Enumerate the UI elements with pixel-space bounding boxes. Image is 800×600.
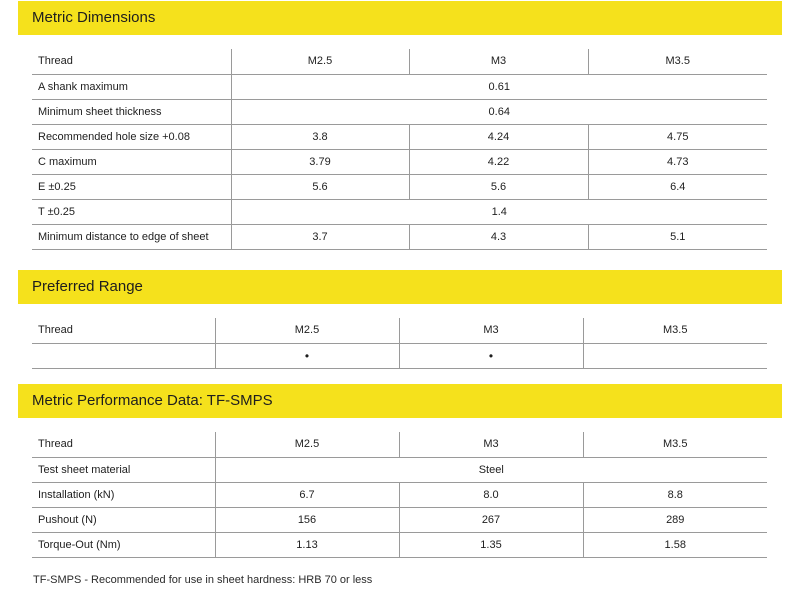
preferred-range-table [32, 318, 767, 369]
merged-value-cell: 0.64 [231, 99, 767, 124]
section-title: Preferred Range [32, 278, 143, 295]
row-label: Installation (kN) [32, 482, 215, 507]
row-label: Minimum sheet thickness [32, 99, 231, 124]
header-cell: M2.5 [215, 432, 399, 457]
value-cell: 4.73 [588, 149, 767, 174]
table-row [32, 124, 767, 149]
value-cell: 5.6 [409, 174, 588, 199]
row-label: Recommended hole size +0.08 [32, 124, 231, 149]
performance-data-table [32, 432, 767, 558]
row-label [32, 343, 215, 368]
value-cell: 5.6 [231, 174, 409, 199]
table-row [32, 457, 767, 482]
value-cell: 4.24 [409, 124, 588, 149]
header-cell: M2.5 [231, 49, 409, 74]
table-header-row [32, 432, 767, 457]
header-cell: M3 [399, 432, 583, 457]
table-row [32, 149, 767, 174]
header-cell: M3 [409, 49, 588, 74]
preferred-dot-cell: • [399, 343, 583, 368]
row-label: Test sheet material [32, 457, 215, 482]
preferred-dot-cell [583, 343, 767, 368]
value-cell: 156 [215, 507, 399, 532]
row-label: C maximum [32, 149, 231, 174]
preferred-range-banner [18, 270, 782, 304]
table-row [32, 224, 767, 249]
value-cell: 267 [399, 507, 583, 532]
value-cell: 1.58 [583, 532, 767, 557]
header-cell: M2.5 [215, 318, 399, 343]
merged-value-cell: 1.4 [231, 199, 767, 224]
value-cell: 6.4 [588, 174, 767, 199]
value-cell: 289 [583, 507, 767, 532]
header-cell: M3.5 [583, 318, 767, 343]
value-cell: 3.79 [231, 149, 409, 174]
row-label: T ±0.25 [32, 199, 231, 224]
table-row [32, 199, 767, 224]
header-cell: Thread [32, 432, 215, 457]
row-label: A shank maximum [32, 74, 231, 99]
section-title: Metric Dimensions [32, 9, 156, 26]
preferred-dot-cell: • [215, 343, 399, 368]
section-title: Metric Performance Data: TF-SMPS [32, 392, 273, 409]
row-label: E ±0.25 [32, 174, 231, 199]
table-row [32, 174, 767, 199]
header-cell: M3 [399, 318, 583, 343]
value-cell: 1.35 [399, 532, 583, 557]
value-cell: 4.22 [409, 149, 588, 174]
header-cell: Thread [32, 318, 215, 343]
table-row [32, 99, 767, 124]
metric-dimensions-banner [18, 1, 782, 35]
metric-dimensions-table [32, 49, 767, 250]
value-cell: 3.8 [231, 124, 409, 149]
value-cell: 3.7 [231, 224, 409, 249]
value-cell: 8.0 [399, 482, 583, 507]
value-cell: 6.7 [215, 482, 399, 507]
footnote: TF-SMPS - Recommended for use in sheet hardness: HRB 70 or less [33, 574, 373, 586]
table-row [32, 507, 767, 532]
table-row [32, 482, 767, 507]
table-header-row [32, 318, 767, 343]
table-row [32, 74, 767, 99]
header-cell: M3.5 [583, 432, 767, 457]
value-cell: 1.13 [215, 532, 399, 557]
value-cell: 8.8 [583, 482, 767, 507]
row-label: Pushout (N) [32, 507, 215, 532]
merged-value-cell: Steel [215, 457, 767, 482]
header-cell: M3.5 [588, 49, 767, 74]
row-label: Torque-Out (Nm) [32, 532, 215, 557]
table-header-row [32, 49, 767, 74]
table-row [32, 532, 767, 557]
row-label: Minimum distance to edge of sheet [32, 224, 231, 249]
value-cell: 4.3 [409, 224, 588, 249]
performance-data-banner [18, 384, 782, 418]
header-cell: Thread [32, 49, 231, 74]
table-row [32, 343, 767, 368]
value-cell: 4.75 [588, 124, 767, 149]
value-cell: 5.1 [588, 224, 767, 249]
merged-value-cell: 0.61 [231, 74, 767, 99]
